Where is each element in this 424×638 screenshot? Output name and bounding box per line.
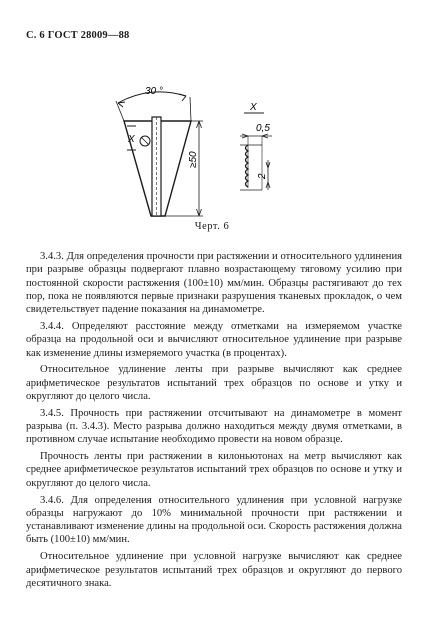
paragraph-strength: Прочность ленты при растяжении в килоньютонах на метр вычисляют как среднее арифметическое результатов испытаний трех образцов по основе и утку и округляют до целого числа. — [26, 451, 402, 489]
paragraph-3-4-6: 3.4.6. Для определения относительного удлинения при условной нагрузке образцы нагружают до 10% минимальной прочности при растяжении и устанавливают изменение длины на продольной оси. Скорость растяжения должна быть (100±10) мм/мин. — [26, 494, 402, 546]
dimension-2: 2 — [257, 173, 268, 179]
section-label-right: X — [250, 102, 257, 113]
figure-caption: Черт. 6 — [194, 221, 230, 232]
page-header: С. 6 ГОСТ 28009—88 — [26, 30, 130, 41]
body-text — [26, 250, 402, 594]
section-label-left: X — [128, 134, 135, 145]
angle-label: 30 ° — [145, 86, 163, 97]
figure-drawing — [0, 0, 424, 240]
section-profile — [246, 145, 249, 187]
height-label: ≥50 — [188, 151, 199, 168]
paragraph-conditional-load: Относительное удлинение при условной нагрузке вычисляют как среднее арифметическое результатов испытаний трех образцов и округляют до первого десятичного знака. — [26, 551, 402, 589]
paragraph-3-4-3: 3.4.3. Для определения прочности при растяжении и относительного удлинения при разрыве образцы подвергают плавно возрастающему тяговому усилию при постоянной скорости растяжения (100±10) мм/мин. Образцы растягивают до тех пор, пока не появляются первые признаки разрушения тканевых прокладок, о чем свидетельствует падение показания на динамометре. — [26, 251, 402, 316]
specimen-slit — [152, 117, 161, 216]
paragraph-elongation: Относительное удлинение ленты при разрыве вычисляют как среднее арифметическое результатов испытаний трех образцов по основе и утку и округляют до целого числа. — [26, 364, 402, 402]
angle-arrow-left — [118, 102, 125, 107]
paragraph-3-4-4: 3.4.4. Определяют расстояние между отметками на измеряемом участке образца на продольной оси и вычисляют относительное удлинение при разрыве как изменение длины измеряемого участка (в процентах). — [26, 320, 402, 359]
dimension-0-5: 0,5 — [256, 123, 270, 134]
angle-arrow-right — [179, 94, 186, 101]
paragraph-3-4-5: 3.4.5. Прочность при растяжении отсчитывают на динамометре в момент разрыва (п. 3.4.3). Место разрыва должно находиться между двумя отметками, в противном случае испытание необходимо провести на новом образце. — [26, 407, 402, 446]
